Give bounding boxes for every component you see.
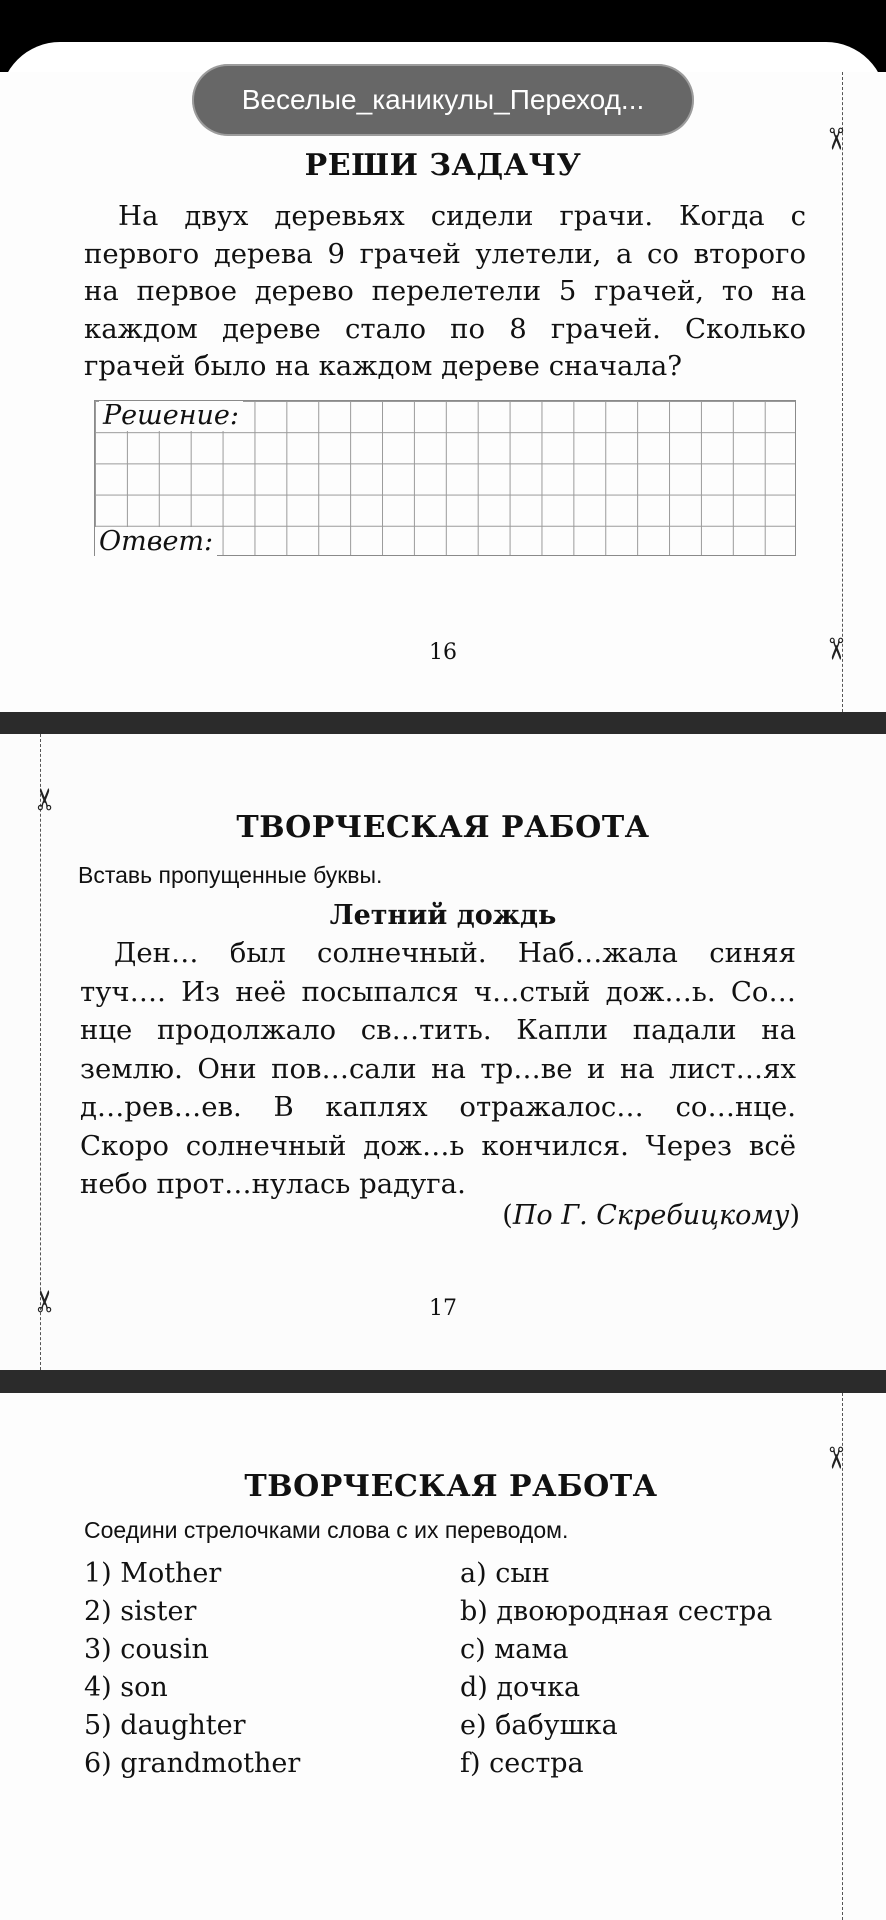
problem-text: На двух деревьях сидели грачи. Когда с первого дерева 9 грачей улетели, а со второго на первое дерево перелетели 5 грачей, то на каждом дереве стало по 8 грачей. Сколько грачей было на каждом дереве сначала?: [84, 200, 806, 382]
page-number: 17: [429, 1296, 457, 1321]
list-item: e) бабушка: [460, 1710, 618, 1741]
list-item: f) сестра: [460, 1748, 584, 1779]
page-18: [0, 1393, 886, 1920]
scissors-icon: ✂: [28, 1288, 64, 1314]
author: (По Г. Скребицкому): [502, 1200, 800, 1231]
list-item: 3) cousin: [84, 1634, 209, 1665]
file-name: Веселые_каникулы_Переход...: [241, 84, 645, 115]
list-item: 2) sister: [84, 1596, 197, 1627]
list-item: c) мама: [460, 1634, 569, 1665]
list-item: a) сын: [460, 1558, 550, 1589]
scissors-icon: ✂: [817, 636, 853, 662]
list-item: 6) grandmother: [84, 1748, 301, 1779]
solution-grid: [94, 400, 796, 556]
story-title: Летний дождь: [329, 900, 557, 931]
instruction: Вставь пропущенные буквы.: [78, 862, 383, 888]
story-text: Ден… был солнечный. Наб…жала синяя туч…. Из неё посыпался ч…стый дож…ь. Со…нце продолжало св…тить. Капли падали на землю. Они пов…сали на тр…ве и на лист…ях д…рев…ев. В каплях отражалос… со…нце. Скоро солнечный дож…ь кончился. Через всё небо прот…нулась радуга.: [80, 937, 796, 1200]
page-17: [0, 734, 886, 1370]
russian-words: [460, 1555, 772, 1783]
page-title: ТВОРЧЕСКАЯ РАБОТА: [244, 1469, 658, 1504]
list-item: 4) son: [84, 1672, 168, 1703]
page-separator: [0, 1370, 886, 1393]
scissors-icon: ✂: [817, 1445, 853, 1471]
list-item: b) двоюродная сестра: [460, 1596, 773, 1627]
scissors-icon: ✂: [28, 786, 64, 812]
list-item: d) дочка: [460, 1672, 581, 1703]
page-title: РЕШИ ЗАДАЧУ: [304, 148, 582, 183]
english-words: [84, 1555, 300, 1783]
solution-label: Решение:: [99, 401, 243, 431]
list-item: 5) daughter: [84, 1710, 246, 1741]
page-title: ТВОРЧЕСКАЯ РАБОТА: [236, 810, 650, 845]
page-separator: [0, 712, 886, 734]
page-number: 16: [429, 640, 457, 665]
list-item: 1) Mother: [84, 1558, 222, 1589]
page-16: [0, 72, 886, 712]
file-name-pill[interactable]: [192, 64, 694, 136]
answer-label: Ответ:: [95, 527, 217, 557]
instruction: Соедини стрелочками слова с их переводом.: [84, 1517, 569, 1543]
scissors-icon: ✂: [817, 126, 853, 152]
